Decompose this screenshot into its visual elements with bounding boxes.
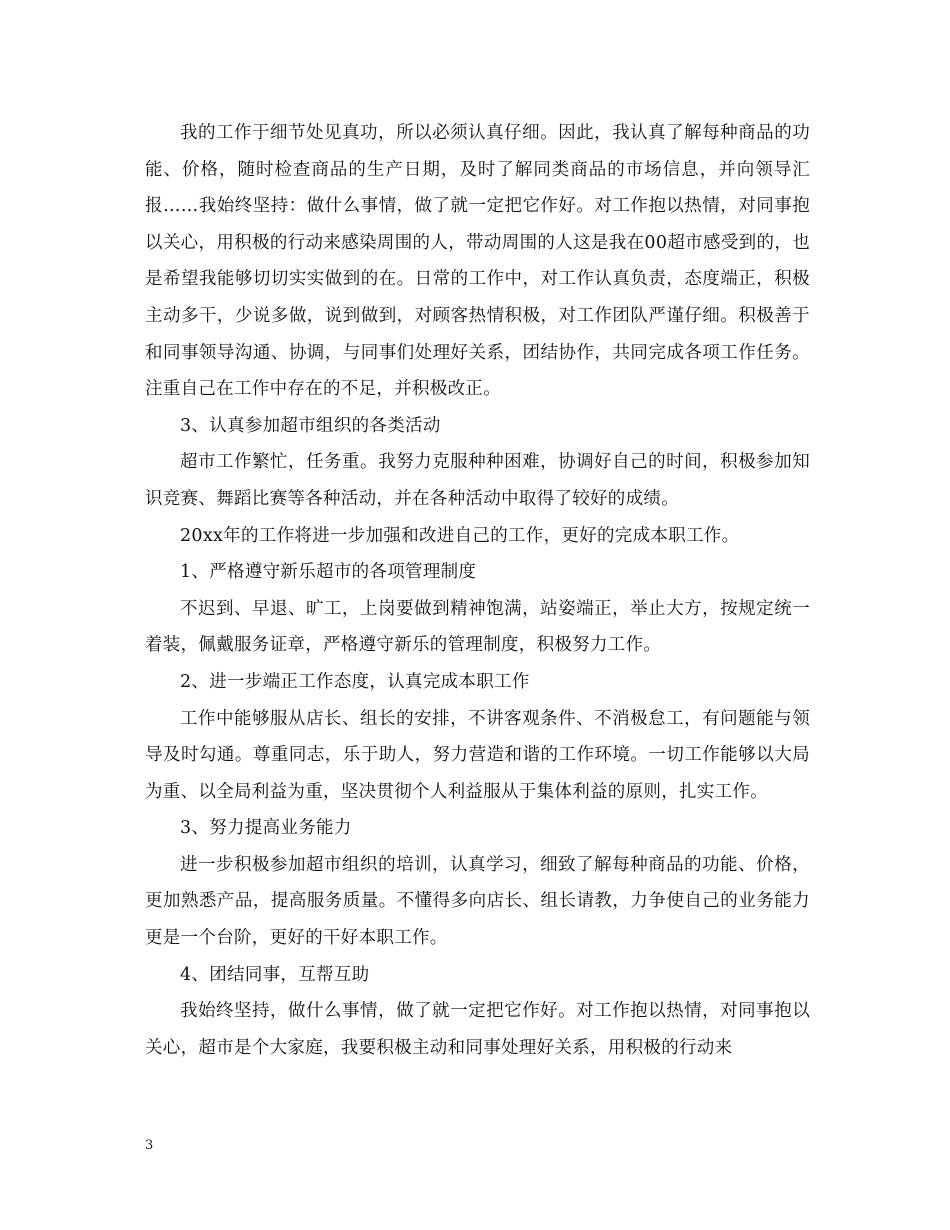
page-number: 3 bbox=[145, 1138, 154, 1153]
heading-participate-activities: 3、认真参加超市组织的各类活动 bbox=[180, 415, 441, 436]
heading-work-attitude: 2、进一步端正工作态度，认真完成本职工作 bbox=[180, 671, 530, 692]
heading-business-ability: 3、努力提高业务能力 bbox=[180, 818, 352, 839]
paragraph-work-details: 我的工作于细节处见真功，所以必须认真仔细。因此，我认真了解每种商品的功能、价格，随时检查商品的生产日期，及时了解同类商品的市场信息，并向领导汇报……我始终坚持：做什么事情，做了就一定把它作好。对工作抱以热情，对同事抱以关心，用积极的行动来感染周围的人，带动周围的人这是我在00超市感受到的，也是希望我能够切切实实做到的在。日常的工作中，对工作认真负责，态度端正，积极主动多干，少说多做，说到做到，对顾客热情积极，对工作团队严谨仔细。积极善于和同事领导沟通、协调，与同事们处理好关系，团结协作，共同完成各项工作任务。注重自己在工作中存在的不足，并积极改正。 bbox=[145, 123, 810, 400]
paragraph-rules: 不迟到、早退、旷工，上岗要做到精神饱满，站姿端正，举止大方，按规定统一着装，佩戴服务证章，严格遵守新乐的管理制度，积极努力工作。 bbox=[145, 598, 810, 656]
heading-follow-rules: 1、严格遵守新乐超市的各项管理制度 bbox=[180, 562, 477, 583]
paragraph-activities: 超市工作繁忙，任务重。我努力克服种种困难，协调好自己的时间，积极参加知识竞赛、舞蹈比赛等各种活动，并在各种活动中取得了较好的成绩。 bbox=[145, 452, 810, 509]
paragraph-work-attitude: 工作中能够服从店长、组长的安排，不讲客观条件、不消极怠工，有问题能与领导及时勾通。尊重同志，乐于助人，努力营造和谐的工作环境。一切工作能够以大局为重、以全局利益为重，坚决贯彻个人利益服从于集体利益的原则，扎实工作。 bbox=[145, 708, 810, 802]
paragraph-business-ability: 进一步积极参加超市组织的培训，认真学习，细致了解每种商品的功能、价格，更加熟悉产品，提高服务质量。不懂得多向店长、组长请教，力争使自己的业务能力更是一个台阶，更好的干好本职工作。 bbox=[145, 854, 810, 949]
heading-teamwork: 4、团结同事，互帮互助 bbox=[180, 964, 370, 985]
paragraph-next-year-plan: 20xx年的工作将进一步加强和改进自己的工作，更好的完成本职工作。 bbox=[180, 525, 740, 546]
paragraph-teamwork: 我始终坚持，做什么事情，做了就一定把它作好。对工作抱以热情，对同事抱以关心，超市是个大家庭，我要积极主动和同事处理好关系，用积极的行动来 bbox=[145, 1001, 810, 1058]
document-body bbox=[145, 115, 810, 1066]
